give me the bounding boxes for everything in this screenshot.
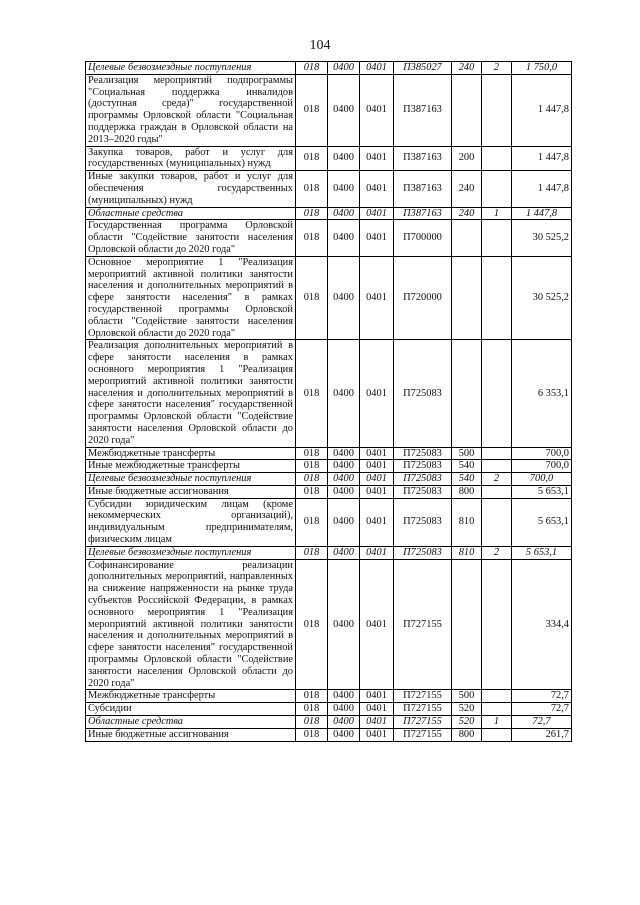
row-expense-type [452, 559, 482, 690]
row-target-article: П725083 [394, 498, 452, 546]
row-expense-type: 240 [452, 207, 482, 220]
row-name: Областные средства [86, 207, 296, 220]
row-funding-source [482, 728, 512, 741]
row-amount: 261,7 [512, 728, 572, 741]
row-funding-source [482, 447, 512, 460]
row-name: Реализация дополнительных мероприятий в сфере занятости населения в рамках основного мероприятия 1 "Реализация мероприятий активной политики занятости населения и дополнительных мероприятий в сфере занятости населения" государственной программы Орловской области "Содействие занятости населения Орловской области до 2020 года" [86, 340, 296, 447]
row-funding-source [482, 690, 512, 703]
row-subsection-code: 0401 [360, 728, 394, 741]
row-target-article: П727155 [394, 703, 452, 716]
row-section-code: 0400 [328, 559, 360, 690]
row-subsection-code: 0401 [360, 460, 394, 473]
row-target-article: П727155 [394, 559, 452, 690]
table-row [86, 207, 572, 220]
row-expense-type: 200 [452, 146, 482, 171]
row-section-code: 0400 [328, 146, 360, 171]
row-target-article: П387163 [394, 146, 452, 171]
row-section-code: 0400 [328, 256, 360, 340]
table-row [86, 546, 572, 559]
row-subsection-code: 0401 [360, 498, 394, 546]
row-amount: 30 525,2 [512, 256, 572, 340]
table-body [86, 62, 572, 742]
row-name: Иные бюджетные ассигнования [86, 485, 296, 498]
row-target-article: П725083 [394, 340, 452, 447]
row-name: Субсидии юридическим лицам (кроме некоммерческих организаций), индивидуальным предпринимателям, физическим лицам [86, 498, 296, 546]
row-expense-type: 500 [452, 447, 482, 460]
row-ved-code: 018 [296, 460, 328, 473]
row-expense-type: 800 [452, 728, 482, 741]
row-section-code: 0400 [328, 220, 360, 256]
row-section-code: 0400 [328, 340, 360, 447]
row-name: Государственная программа Орловской области "Содействие занятости населения Орловской области до 2020 года" [86, 220, 296, 256]
row-funding-source: 2 [482, 546, 512, 559]
row-ved-code: 018 [296, 485, 328, 498]
row-funding-source: 1 [482, 207, 512, 220]
row-amount: 1 447,8 [512, 146, 572, 171]
table-row [86, 716, 572, 729]
row-amount: 5 653,1 [512, 485, 572, 498]
row-subsection-code: 0401 [360, 690, 394, 703]
row-name: Основное мероприятие 1 "Реализация мероприятий активной политики занятости населения и дополнительных мероприятий в сфере занятости населения" в рамках государственной программы Орловской области "Содействие занятости населения Орловской области до 2020 года" [86, 256, 296, 340]
row-name: Иные межбюджетные трансферты [86, 460, 296, 473]
row-ved-code: 018 [296, 256, 328, 340]
row-section-code: 0400 [328, 447, 360, 460]
row-amount: 1 447,8 [512, 171, 572, 207]
row-subsection-code: 0401 [360, 146, 394, 171]
row-expense-type: 540 [452, 473, 482, 486]
row-subsection-code: 0401 [360, 473, 394, 486]
table-row [86, 256, 572, 340]
row-ved-code: 018 [296, 171, 328, 207]
row-amount: 1 447,8 [512, 207, 572, 220]
row-name: Софинансирование реализации дополнительных мероприятий, направленных на снижение напряженности на рынке труда субъектов Российской Федерации, в рамках основного мероприятия 1 "Реализация мероприятий активной политики занятости населения и дополнительных мероприятий в сфере занятости населения" государственной программы Орловской области "Содействие занятости населения Орловской области до 2020 года" [86, 559, 296, 690]
row-amount: 1 750,0 [512, 62, 572, 75]
row-expense-type: 240 [452, 171, 482, 207]
row-ved-code: 018 [296, 146, 328, 171]
row-expense-type: 240 [452, 62, 482, 75]
row-name: Субсидии [86, 703, 296, 716]
row-funding-source [482, 146, 512, 171]
row-funding-source [482, 256, 512, 340]
table-row [86, 447, 572, 460]
row-ved-code: 018 [296, 74, 328, 146]
row-name: Целевые безвозмездные поступления [86, 62, 296, 75]
row-subsection-code: 0401 [360, 207, 394, 220]
row-amount: 72,7 [512, 716, 572, 729]
table-row [86, 62, 572, 75]
row-subsection-code: 0401 [360, 340, 394, 447]
row-section-code: 0400 [328, 207, 360, 220]
row-target-article: П387163 [394, 207, 452, 220]
row-ved-code: 018 [296, 340, 328, 447]
table-row [86, 74, 572, 146]
table-row [86, 340, 572, 447]
row-subsection-code: 0401 [360, 256, 394, 340]
row-section-code: 0400 [328, 171, 360, 207]
row-amount: 30 525,2 [512, 220, 572, 256]
row-subsection-code: 0401 [360, 171, 394, 207]
row-target-article: П727155 [394, 728, 452, 741]
row-section-code: 0400 [328, 62, 360, 75]
row-expense-type: 500 [452, 690, 482, 703]
row-target-article: П725083 [394, 447, 452, 460]
table-row [86, 220, 572, 256]
row-funding-source: 2 [482, 473, 512, 486]
row-ved-code: 018 [296, 498, 328, 546]
row-funding-source [482, 220, 512, 256]
row-expense-type: 520 [452, 703, 482, 716]
table-row [86, 146, 572, 171]
row-target-article: П727155 [394, 690, 452, 703]
row-ved-code: 018 [296, 546, 328, 559]
row-section-code: 0400 [328, 485, 360, 498]
row-amount: 5 653,1 [512, 546, 572, 559]
row-name: Межбюджетные трансферты [86, 447, 296, 460]
row-subsection-code: 0401 [360, 62, 394, 75]
row-expense-type [452, 74, 482, 146]
row-section-code: 0400 [328, 460, 360, 473]
table-row [86, 690, 572, 703]
row-funding-source [482, 460, 512, 473]
row-target-article: П387163 [394, 74, 452, 146]
row-expense-type: 520 [452, 716, 482, 729]
row-funding-source [482, 340, 512, 447]
row-section-code: 0400 [328, 716, 360, 729]
row-subsection-code: 0401 [360, 220, 394, 256]
row-funding-source [482, 703, 512, 716]
row-ved-code: 018 [296, 703, 328, 716]
row-amount: 72,7 [512, 703, 572, 716]
row-target-article: П727155 [394, 716, 452, 729]
row-funding-source [482, 74, 512, 146]
row-subsection-code: 0401 [360, 74, 394, 146]
row-section-code: 0400 [328, 703, 360, 716]
row-section-code: 0400 [328, 473, 360, 486]
row-amount: 72,7 [512, 690, 572, 703]
row-name: Иные бюджетные ассигнования [86, 728, 296, 741]
row-funding-source [482, 171, 512, 207]
row-expense-type: 800 [452, 485, 482, 498]
row-subsection-code: 0401 [360, 559, 394, 690]
row-target-article: П725083 [394, 473, 452, 486]
row-expense-type: 540 [452, 460, 482, 473]
row-amount: 334,4 [512, 559, 572, 690]
row-ved-code: 018 [296, 220, 328, 256]
row-amount: 5 653,1 [512, 498, 572, 546]
row-name: Областные средства [86, 716, 296, 729]
table-row [86, 171, 572, 207]
row-funding-source [482, 498, 512, 546]
row-section-code: 0400 [328, 728, 360, 741]
budget-table [85, 61, 572, 742]
row-name: Реализация мероприятий подпрограммы "Социальная поддержка инвалидов (доступная среда)" государственной программы Орловской области "Социальная поддержка граждан в Орловской области на 2013–2020 годы" [86, 74, 296, 146]
row-subsection-code: 0401 [360, 703, 394, 716]
row-subsection-code: 0401 [360, 485, 394, 498]
row-name: Иные закупки товаров, работ и услуг для обеспечения государственных (муниципальных) нужд [86, 171, 296, 207]
row-target-article: П385027 [394, 62, 452, 75]
row-amount: 1 447,8 [512, 74, 572, 146]
row-funding-source: 2 [482, 62, 512, 75]
row-amount: 700,0 [512, 460, 572, 473]
table-row [86, 460, 572, 473]
row-funding-source: 1 [482, 716, 512, 729]
table-row [86, 498, 572, 546]
row-target-article: П387163 [394, 171, 452, 207]
row-subsection-code: 0401 [360, 447, 394, 460]
table-row [86, 473, 572, 486]
row-ved-code: 018 [296, 716, 328, 729]
row-ved-code: 018 [296, 207, 328, 220]
row-subsection-code: 0401 [360, 546, 394, 559]
row-amount: 700,0 [512, 473, 572, 486]
table-row [86, 559, 572, 690]
row-name: Целевые безвозмездные поступления [86, 546, 296, 559]
row-subsection-code: 0401 [360, 716, 394, 729]
row-expense-type: 810 [452, 546, 482, 559]
row-ved-code: 018 [296, 728, 328, 741]
row-expense-type [452, 256, 482, 340]
row-ved-code: 018 [296, 62, 328, 75]
row-amount: 700,0 [512, 447, 572, 460]
row-section-code: 0400 [328, 498, 360, 546]
row-expense-type: 810 [452, 498, 482, 546]
row-name: Межбюджетные трансферты [86, 690, 296, 703]
row-section-code: 0400 [328, 546, 360, 559]
table-row [86, 703, 572, 716]
row-amount: 6 353,1 [512, 340, 572, 447]
row-target-article: П700000 [394, 220, 452, 256]
row-expense-type [452, 220, 482, 256]
page-number: 104 [309, 38, 331, 53]
row-funding-source [482, 559, 512, 690]
row-target-article: П725083 [394, 485, 452, 498]
row-expense-type [452, 340, 482, 447]
row-ved-code: 018 [296, 473, 328, 486]
row-name: Закупка товаров, работ и услуг для государственных (муниципальных) нужд [86, 146, 296, 171]
table-row [86, 485, 572, 498]
row-target-article: П725083 [394, 460, 452, 473]
row-ved-code: 018 [296, 447, 328, 460]
row-name: Целевые безвозмездные поступления [86, 473, 296, 486]
row-ved-code: 018 [296, 559, 328, 690]
row-target-article: П725083 [394, 546, 452, 559]
row-funding-source [482, 485, 512, 498]
row-section-code: 0400 [328, 690, 360, 703]
row-section-code: 0400 [328, 74, 360, 146]
table-row [86, 728, 572, 741]
row-ved-code: 018 [296, 690, 328, 703]
row-target-article: П720000 [394, 256, 452, 340]
